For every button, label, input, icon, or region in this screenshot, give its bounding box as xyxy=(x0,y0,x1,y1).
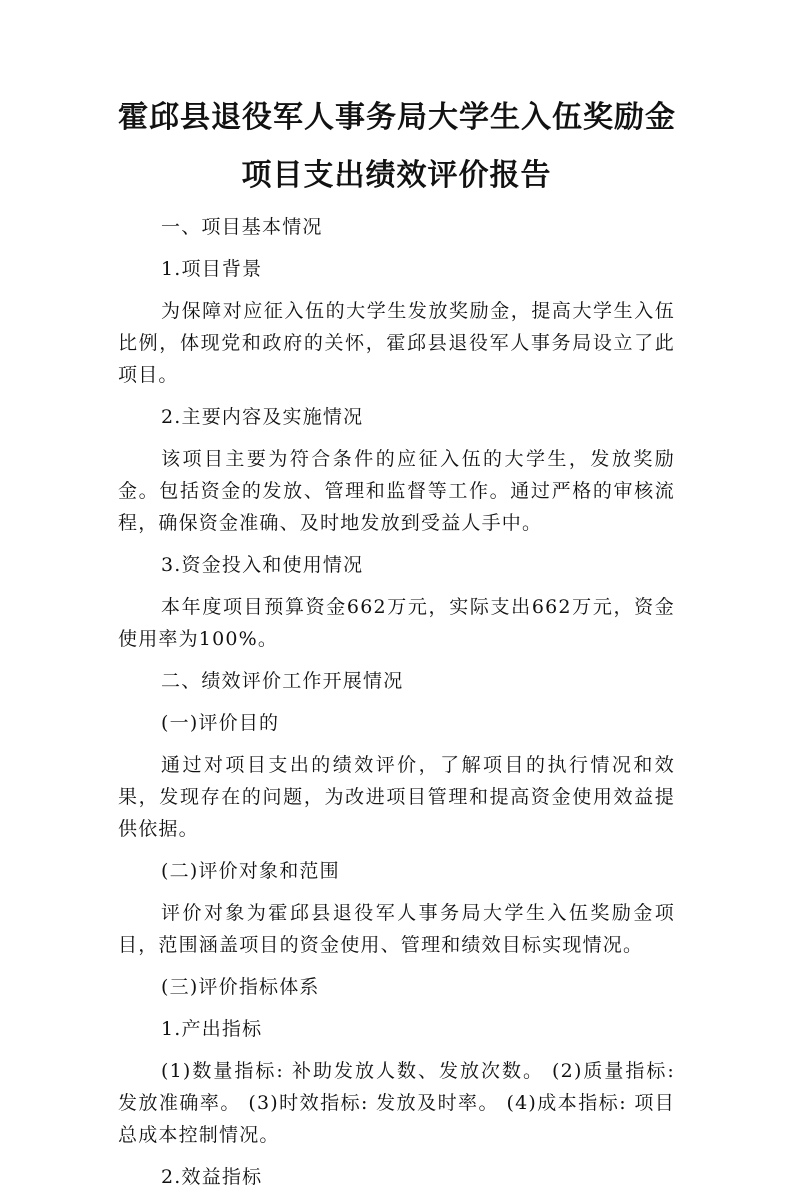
subheading-funding: 3.资金投入和使用情况 xyxy=(161,554,364,576)
paragraph-output-indicators: (1)数量指标: 补助发放人数、发放次数。 (2)质量指标: 发放准确率。 (3)时效指标: 发放及时率。 (4)成本指标: 项目总成本控制情况。 xyxy=(118,1060,675,1146)
section-heading-evaluation: 二、绩效评价工作开展情况 xyxy=(161,670,404,692)
paragraph-funding: 本年度项目预算资金662万元，实际支出662万元，资金使用率为100%。 xyxy=(118,596,675,650)
subheading-indicator-system: (三)评价指标体系 xyxy=(161,976,320,998)
document-title-line-2: 项目支出绩效评价报告 xyxy=(241,158,552,193)
paragraph-project-background: 为保障对应征入伍的大学生发放奖励金，提高大学生入伍比例，体现党和政府的关怀，霍邱县退役军人事务局设立了此项目。 xyxy=(118,300,675,386)
subheading-main-content: 2.主要内容及实施情况 xyxy=(161,406,364,428)
subheading-output-indicators: 1.产出指标 xyxy=(161,1018,263,1040)
subheading-evaluation-scope: (二)评价对象和范围 xyxy=(161,860,340,882)
paragraph-main-content: 该项目主要为符合条件的应征入伍的大学生，发放奖励金。包括资金的发放、管理和监督等工作。通过严格的审核流程，确保资金准确、及时地发放到受益人手中。 xyxy=(118,448,675,534)
document-title-line-1: 霍邱县退役军人事务局大学生入伍奖励金 xyxy=(118,100,676,135)
section-heading-basic-info: 一、项目基本情况 xyxy=(161,216,323,238)
paragraph-evaluation-purpose: 通过对项目支出的绩效评价，了解项目的执行情况和效果，发现存在的问题，为改进项目管理和提高资金使用效益提供依据。 xyxy=(118,754,675,840)
subheading-benefit-indicators: 2.效益指标 xyxy=(161,1166,263,1188)
subheading-evaluation-purpose: (一)评价目的 xyxy=(161,712,280,734)
paragraph-evaluation-scope: 评价对象为霍邱县退役军人事务局大学生入伍奖励金项目，范围涵盖项目的资金使用、管理和绩效目标实现情况。 xyxy=(118,902,675,956)
subheading-project-background: 1.项目背景 xyxy=(161,258,263,280)
